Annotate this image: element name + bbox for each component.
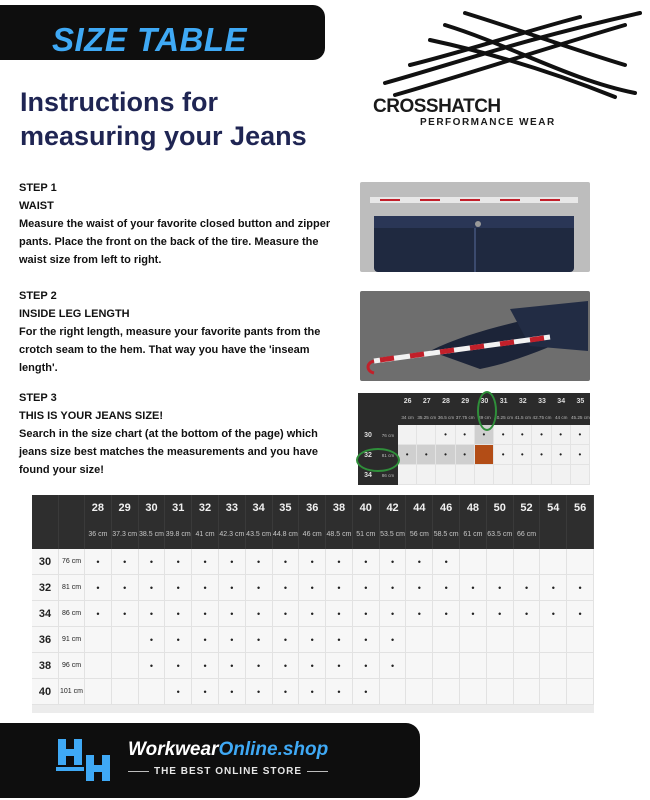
mini-size-grid	[358, 393, 590, 485]
size-availability-cell: •	[406, 575, 433, 601]
mini-cell: •	[571, 425, 590, 445]
size-availability-cell	[514, 549, 541, 575]
waist-size-header: 29	[112, 495, 139, 521]
length-size-label: 34	[32, 601, 59, 627]
size-availability-cell: •	[540, 575, 567, 601]
mini-size-header: 34	[552, 393, 571, 409]
size-availability-cell	[139, 679, 166, 705]
waist-cm-header: 38.5 cm	[139, 521, 166, 549]
mini-cell	[398, 465, 417, 485]
mini-cell: •	[552, 425, 571, 445]
mini-cell: •	[513, 425, 532, 445]
size-availability-cell: •	[165, 549, 192, 575]
mini-cell	[417, 425, 436, 445]
mini-cm-header: 35.25 cm	[417, 409, 436, 425]
mini-cell	[494, 465, 513, 485]
size-availability-cell	[567, 653, 594, 679]
waist-size-header: 56	[567, 495, 594, 521]
size-availability-cell	[406, 627, 433, 653]
size-availability-cell: •	[192, 627, 219, 653]
mini-cell	[436, 465, 455, 485]
waist-size-header: 30	[139, 495, 166, 521]
length-cm-label: 91 cm	[59, 627, 85, 653]
size-availability-cell: •	[299, 653, 326, 679]
chart-corner	[32, 495, 59, 521]
size-availability-cell: •	[540, 601, 567, 627]
size-availability-cell: •	[353, 575, 380, 601]
size-availability-cell: •	[219, 601, 246, 627]
size-availability-cell	[112, 627, 139, 653]
mini-cell: •	[456, 425, 475, 445]
size-availability-cell: •	[192, 679, 219, 705]
waist-cm-header	[567, 521, 594, 549]
mini-cell: •	[513, 445, 532, 465]
mini-corner	[358, 409, 378, 425]
step-1-heading: WAIST	[19, 200, 54, 212]
size-availability-cell: •	[219, 575, 246, 601]
length-size-label: 40	[32, 679, 59, 705]
size-availability-cell: •	[85, 601, 112, 627]
mini-cell: •	[456, 445, 475, 465]
mini-cell: •	[436, 445, 455, 465]
size-chart	[32, 495, 594, 713]
size-availability-cell: •	[219, 549, 246, 575]
waist-cm-header: 53.5 cm	[380, 521, 407, 549]
size-availability-cell	[85, 627, 112, 653]
crosshatch-logo	[370, 5, 645, 130]
size-availability-cell: •	[487, 575, 514, 601]
size-availability-cell	[514, 653, 541, 679]
size-availability-cell: •	[514, 575, 541, 601]
size-availability-cell	[487, 679, 514, 705]
step-2	[19, 287, 339, 377]
waist-cm-header: 37.3 cm	[112, 521, 139, 549]
mini-cell: •	[532, 445, 551, 465]
size-availability-cell	[567, 679, 594, 705]
mini-cell	[475, 465, 494, 485]
waist-measurement-photo	[360, 182, 590, 272]
mini-size-header: 31	[494, 393, 513, 409]
size-availability-cell: •	[567, 575, 594, 601]
size-availability-cell: •	[273, 679, 300, 705]
size-availability-cell: •	[246, 679, 273, 705]
size-availability-cell	[112, 653, 139, 679]
size-availability-cell: •	[406, 549, 433, 575]
chart-corner	[59, 495, 85, 521]
size-availability-cell: •	[406, 601, 433, 627]
length-cm-label: 96 cm	[59, 653, 85, 679]
size-availability-cell: •	[192, 601, 219, 627]
mini-cm-header: 45.25 cm	[571, 409, 590, 425]
size-availability-cell: •	[433, 575, 460, 601]
header-title: SIZE TABLE	[52, 21, 248, 58]
step-1	[19, 179, 339, 269]
mini-cell: •	[552, 445, 571, 465]
mini-row-cm: 76 cm	[378, 425, 398, 445]
footer-brand	[128, 739, 328, 761]
size-availability-cell: •	[139, 549, 166, 575]
waist-size-header: 31	[165, 495, 192, 521]
size-availability-cell: •	[326, 575, 353, 601]
size-availability-cell: •	[326, 653, 353, 679]
mini-cell: •	[475, 425, 494, 445]
size-availability-cell: •	[380, 627, 407, 653]
brand-name: CROSSHATCH	[373, 96, 501, 117]
size-availability-cell: •	[353, 601, 380, 627]
mini-row-size: 32	[358, 445, 378, 465]
size-availability-cell: •	[165, 679, 192, 705]
size-availability-cell: •	[380, 653, 407, 679]
size-availability-cell	[514, 679, 541, 705]
size-availability-cell: •	[353, 653, 380, 679]
size-availability-cell: •	[299, 679, 326, 705]
waist-cm-header: 58.5 cm	[433, 521, 460, 549]
step-3-body: Search in the size chart (at the bottom of the page) which jeans size best matches the measurements and you have found your size!	[19, 428, 318, 476]
size-availability-cell: •	[192, 653, 219, 679]
size-availability-cell	[460, 549, 487, 575]
mini-size-header: 33	[532, 393, 551, 409]
size-availability-cell: •	[246, 601, 273, 627]
step-2-body: For the right length, measure your favorite pants from the crotch seam to the hem. That way you have the 'inseam length'.	[19, 326, 321, 374]
size-availability-cell	[406, 653, 433, 679]
size-availability-cell: •	[487, 601, 514, 627]
waist-cm-header: 44.8 cm	[273, 521, 300, 549]
length-cm-label: 86 cm	[59, 601, 85, 627]
size-availability-cell: •	[165, 627, 192, 653]
mini-cell: •	[436, 425, 455, 445]
waist-size-header: 44	[406, 495, 433, 521]
mini-cell: •	[398, 445, 417, 465]
length-size-label: 36	[32, 627, 59, 653]
mini-cm-header: 41.5 cm	[513, 409, 532, 425]
size-availability-cell: •	[273, 653, 300, 679]
mini-row-size: 34	[358, 465, 378, 485]
mini-corner	[378, 393, 398, 409]
size-availability-cell: •	[380, 549, 407, 575]
size-availability-cell: •	[112, 601, 139, 627]
mini-corner	[358, 393, 378, 409]
step-3-heading: THIS IS YOUR JEANS SIZE!	[19, 410, 164, 422]
waist-cm-header: 61 cm	[460, 521, 487, 549]
waist-cm-header: 48.5 cm	[326, 521, 353, 549]
size-availability-cell: •	[246, 653, 273, 679]
size-availability-cell	[433, 627, 460, 653]
step-3-label: STEP 3	[19, 392, 57, 404]
mini-cell	[532, 465, 551, 485]
size-availability-cell: •	[139, 601, 166, 627]
waist-size-header: 54	[540, 495, 567, 521]
size-availability-cell: •	[273, 627, 300, 653]
size-availability-cell: •	[112, 549, 139, 575]
size-availability-cell: •	[192, 575, 219, 601]
size-availability-cell: •	[219, 627, 246, 653]
waist-size-header: 42	[380, 495, 407, 521]
length-cm-label: 76 cm	[59, 549, 85, 575]
header-bar	[0, 5, 325, 60]
length-size-label: 30	[32, 549, 59, 575]
mini-cm-header: 44 cm	[552, 409, 571, 425]
waist-cm-header: 63.5 cm	[487, 521, 514, 549]
size-availability-cell: •	[165, 653, 192, 679]
mini-cell	[513, 465, 532, 485]
size-availability-cell: •	[85, 575, 112, 601]
inseam-measurement-photo	[360, 291, 590, 381]
brand-tagline: PERFORMANCE WEAR	[420, 117, 556, 128]
waist-cm-header: 36 cm	[85, 521, 112, 549]
waist-size-header: 32	[192, 495, 219, 521]
waist-cm-header: 41 cm	[192, 521, 219, 549]
size-availability-cell	[567, 627, 594, 653]
mini-cm-header: 42.75 cm	[532, 409, 551, 425]
size-availability-cell: •	[246, 627, 273, 653]
size-availability-cell	[567, 549, 594, 575]
size-availability-cell: •	[326, 627, 353, 653]
mini-cm-header: 40.25 cm	[494, 409, 513, 425]
size-availability-cell	[433, 679, 460, 705]
step-3	[19, 389, 339, 479]
size-availability-cell	[487, 627, 514, 653]
mini-row-cm: 86 cm	[378, 465, 398, 485]
size-availability-cell: •	[165, 575, 192, 601]
size-availability-cell: •	[326, 601, 353, 627]
size-availability-cell: •	[433, 601, 460, 627]
size-availability-cell: •	[353, 627, 380, 653]
size-chart-grid	[32, 495, 594, 713]
mini-size-header: 29	[456, 393, 475, 409]
length-cm-label: 81 cm	[59, 575, 85, 601]
size-availability-cell: •	[85, 549, 112, 575]
mini-size-header: 30	[475, 393, 494, 409]
size-availability-cell: •	[273, 601, 300, 627]
mini-cell	[552, 465, 571, 485]
size-availability-cell	[85, 679, 112, 705]
waist-cm-header	[540, 521, 567, 549]
waist-size-header: 46	[433, 495, 460, 521]
step-2-label: STEP 2	[19, 290, 57, 302]
size-availability-cell	[460, 653, 487, 679]
size-availability-cell: •	[433, 549, 460, 575]
mini-cm-header: 39 cm	[475, 409, 494, 425]
waist-cm-header: 42.3 cm	[219, 521, 246, 549]
mini-cell	[475, 445, 494, 465]
size-availability-cell: •	[299, 627, 326, 653]
size-availability-cell	[406, 679, 433, 705]
step-2-heading: INSIDE LEG LENGTH	[19, 308, 130, 320]
size-availability-cell: •	[139, 627, 166, 653]
mini-size-header: 26	[398, 393, 417, 409]
page-title-line-1: Instructions for	[20, 87, 219, 117]
footer-brand-workwear: Workwear	[128, 739, 219, 760]
length-size-label: 32	[32, 575, 59, 601]
waist-size-header: 36	[299, 495, 326, 521]
size-availability-cell	[433, 653, 460, 679]
footer-tagline-text: THE BEST ONLINE STORE	[153, 766, 303, 777]
size-availability-cell	[380, 679, 407, 705]
mini-cell	[456, 465, 475, 485]
mini-cell: •	[571, 445, 590, 465]
mini-cell	[398, 425, 417, 445]
size-availability-cell: •	[326, 679, 353, 705]
size-availability-cell: •	[299, 575, 326, 601]
size-availability-cell: •	[112, 575, 139, 601]
mini-size-header: 27	[417, 393, 436, 409]
mini-cm-header: 36.5 cm	[436, 409, 455, 425]
mini-cm-header: 34 cm	[398, 409, 417, 425]
size-availability-cell: •	[514, 601, 541, 627]
size-availability-cell: •	[273, 549, 300, 575]
waist-size-header: 33	[219, 495, 246, 521]
waist-size-header: 28	[85, 495, 112, 521]
mini-row-size: 30	[358, 425, 378, 445]
mini-cell	[571, 465, 590, 485]
size-availability-cell	[112, 679, 139, 705]
mini-size-header: 35	[571, 393, 590, 409]
mini-row-cm: 81 cm	[378, 445, 398, 465]
length-size-label: 38	[32, 653, 59, 679]
waist-cm-header: 43.5 cm	[246, 521, 273, 549]
chart-corner	[59, 521, 85, 549]
page-title-line-2: measuring your Jeans	[20, 121, 307, 151]
mini-cell: •	[494, 425, 513, 445]
size-availability-cell: •	[273, 575, 300, 601]
size-availability-cell	[460, 627, 487, 653]
mini-size-header: 28	[436, 393, 455, 409]
size-availability-cell: •	[219, 653, 246, 679]
footer-banner	[0, 723, 420, 798]
waist-size-header: 35	[273, 495, 300, 521]
waist-size-header: 52	[514, 495, 541, 521]
size-availability-cell: •	[139, 575, 166, 601]
size-availability-cell	[540, 627, 567, 653]
size-availability-cell: •	[165, 601, 192, 627]
mini-corner	[378, 409, 398, 425]
waist-size-header: 34	[246, 495, 273, 521]
waist-cm-header: 46 cm	[299, 521, 326, 549]
mini-cell: •	[417, 445, 436, 465]
mini-size-header: 32	[513, 393, 532, 409]
size-availability-cell: •	[139, 653, 166, 679]
size-availability-cell	[540, 653, 567, 679]
waist-cm-header: 66 cm	[514, 521, 541, 549]
size-availability-cell: •	[326, 549, 353, 575]
size-availability-cell	[487, 549, 514, 575]
mini-cell: •	[494, 445, 513, 465]
waist-size-header: 50	[487, 495, 514, 521]
crosshatch-x-icon	[370, 5, 645, 100]
size-availability-cell: •	[192, 549, 219, 575]
waist-size-header: 38	[326, 495, 353, 521]
size-availability-cell: •	[380, 575, 407, 601]
chart-corner	[32, 521, 59, 549]
size-availability-cell: •	[380, 601, 407, 627]
size-availability-cell: •	[246, 575, 273, 601]
size-availability-cell	[540, 679, 567, 705]
step-1-label: STEP 1	[19, 182, 57, 194]
size-availability-cell: •	[353, 549, 380, 575]
size-availability-cell	[487, 653, 514, 679]
size-availability-cell: •	[299, 549, 326, 575]
size-availability-cell: •	[246, 549, 273, 575]
size-availability-cell: •	[353, 679, 380, 705]
length-cm-label: 101 cm	[59, 679, 85, 705]
size-availability-cell	[85, 653, 112, 679]
step-1-body: Measure the waist of your favorite closed button and zipper pants. Place the front on the back of the tire. Measure the waist size from left to right.	[19, 218, 331, 266]
size-availability-cell	[460, 679, 487, 705]
size-availability-cell: •	[460, 601, 487, 627]
footer-tagline	[128, 766, 328, 777]
mini-size-chart	[358, 393, 590, 485]
waist-cm-header: 56 cm	[406, 521, 433, 549]
size-availability-cell	[540, 549, 567, 575]
page-title	[20, 85, 307, 153]
size-availability-cell: •	[460, 575, 487, 601]
mini-cell: •	[532, 425, 551, 445]
tagline-divider-right	[307, 771, 328, 772]
waist-size-header: 48	[460, 495, 487, 521]
size-availability-cell	[514, 627, 541, 653]
tagline-divider-left	[128, 771, 149, 772]
footer-brand-online: Online.shop	[218, 739, 329, 760]
size-availability-cell: •	[299, 601, 326, 627]
size-availability-cell: •	[567, 601, 594, 627]
waist-size-header: 40	[353, 495, 380, 521]
mini-cell	[417, 465, 436, 485]
mini-cm-header: 37.75 cm	[456, 409, 475, 425]
size-availability-cell: •	[219, 679, 246, 705]
workwear-logo-icon	[52, 735, 122, 785]
waist-cm-header: 39.8 cm	[165, 521, 192, 549]
waist-cm-header: 51 cm	[353, 521, 380, 549]
